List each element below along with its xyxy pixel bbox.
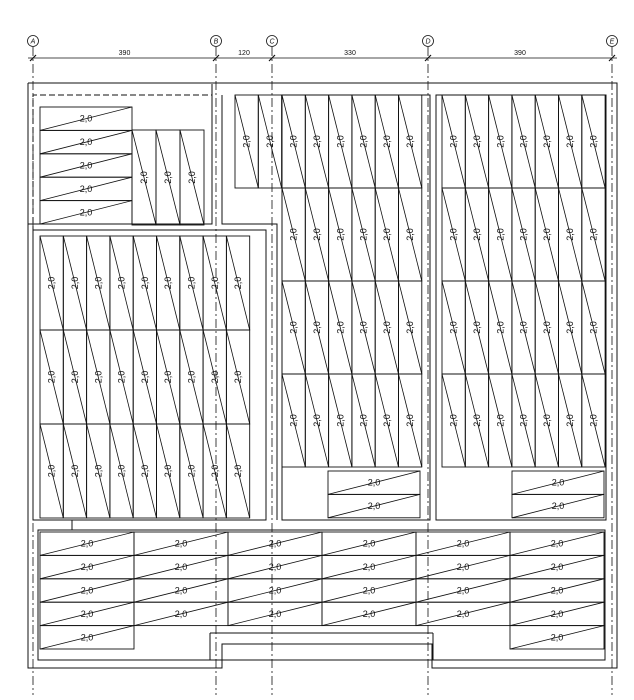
panel bbox=[228, 532, 322, 555]
panel-label: 2,0 bbox=[163, 276, 174, 290]
bottom-zone-outline bbox=[38, 530, 605, 660]
panel bbox=[282, 95, 305, 188]
panel bbox=[322, 532, 416, 555]
panel bbox=[40, 107, 132, 130]
panel-label: 2,0 bbox=[79, 160, 93, 171]
panel-label: 2,0 bbox=[163, 370, 174, 384]
panel-label: 2,0 bbox=[264, 135, 275, 148]
panel-label: 2,0 bbox=[186, 276, 197, 290]
panel-label: 2,0 bbox=[93, 464, 104, 478]
panel-label: 2,0 bbox=[588, 321, 599, 334]
panel-label: 2,0 bbox=[335, 135, 346, 148]
axis-label: B bbox=[213, 38, 219, 46]
panel-label: 2,0 bbox=[381, 228, 392, 241]
panel bbox=[352, 281, 375, 374]
panel bbox=[559, 281, 582, 374]
panel-label: 2,0 bbox=[550, 585, 564, 596]
panel-label: 2,0 bbox=[518, 414, 529, 427]
panel-label: 2,0 bbox=[174, 538, 188, 549]
panel-label: 2,0 bbox=[588, 228, 599, 241]
panel-label: 2,0 bbox=[471, 228, 482, 241]
panel-label: 2,0 bbox=[79, 137, 93, 148]
panel bbox=[40, 579, 134, 602]
panel bbox=[329, 374, 352, 467]
panel-label: 2,0 bbox=[46, 276, 57, 290]
panel-label: 2,0 bbox=[80, 562, 94, 573]
panel-label: 2,0 bbox=[209, 464, 220, 478]
panel bbox=[465, 95, 488, 188]
panel bbox=[203, 330, 226, 424]
panel-label: 2,0 bbox=[79, 207, 93, 218]
panel bbox=[375, 374, 398, 467]
panel-label: 2,0 bbox=[565, 135, 576, 148]
panel bbox=[442, 374, 465, 467]
panel bbox=[559, 188, 582, 281]
panel bbox=[235, 95, 258, 188]
panel-label: 2,0 bbox=[335, 228, 346, 241]
panel bbox=[40, 177, 132, 200]
panel-label: 2,0 bbox=[288, 414, 299, 427]
panel bbox=[559, 374, 582, 467]
panel bbox=[63, 330, 86, 424]
panel bbox=[63, 236, 86, 330]
panel bbox=[228, 555, 322, 578]
panel-label: 2,0 bbox=[46, 464, 57, 478]
panel-label: 2,0 bbox=[358, 321, 369, 334]
panel-label: 2,0 bbox=[268, 585, 282, 596]
panel bbox=[442, 281, 465, 374]
panel bbox=[535, 95, 558, 188]
panel-label: 2,0 bbox=[362, 562, 376, 573]
panel-label: 2,0 bbox=[550, 538, 564, 549]
panel-label: 2,0 bbox=[405, 228, 416, 241]
panel bbox=[322, 579, 416, 602]
panel-label: 2,0 bbox=[358, 228, 369, 241]
panel-label: 2,0 bbox=[518, 135, 529, 148]
panel bbox=[40, 555, 134, 578]
panel bbox=[328, 471, 420, 494]
panel bbox=[203, 424, 226, 518]
panel-label: 2,0 bbox=[79, 183, 93, 194]
panel-label: 2,0 bbox=[46, 370, 57, 384]
panel bbox=[416, 555, 510, 578]
panel-label: 2,0 bbox=[311, 321, 322, 334]
right-room-outline bbox=[436, 95, 606, 520]
panel-label: 2,0 bbox=[79, 113, 93, 124]
dimension-value: 390 bbox=[118, 50, 131, 57]
panel bbox=[512, 494, 604, 517]
panel bbox=[352, 95, 375, 188]
panel bbox=[442, 188, 465, 281]
axis-label: E bbox=[609, 38, 615, 46]
panel-label: 2,0 bbox=[405, 414, 416, 427]
panel-label: 2,0 bbox=[80, 538, 94, 549]
panel-label: 2,0 bbox=[456, 562, 470, 573]
panel-label: 2,0 bbox=[495, 135, 506, 148]
panel bbox=[512, 471, 604, 494]
panel bbox=[87, 424, 110, 518]
panel-label: 2,0 bbox=[448, 228, 459, 241]
panel-label: 2,0 bbox=[335, 414, 346, 427]
panel bbox=[110, 236, 133, 330]
panel bbox=[510, 555, 604, 578]
panel-label: 2,0 bbox=[69, 370, 80, 384]
panel bbox=[226, 424, 249, 518]
panel-label: 2,0 bbox=[495, 414, 506, 427]
panel bbox=[87, 236, 110, 330]
panel bbox=[305, 281, 328, 374]
panel bbox=[203, 236, 226, 330]
panel-label: 2,0 bbox=[471, 414, 482, 427]
panel-label: 2,0 bbox=[93, 370, 104, 384]
panel-label: 2,0 bbox=[448, 321, 459, 334]
panel bbox=[133, 330, 156, 424]
panel bbox=[489, 374, 512, 467]
panel-label: 2,0 bbox=[311, 135, 322, 148]
panel-label: 2,0 bbox=[69, 464, 80, 478]
panel-label: 2,0 bbox=[268, 538, 282, 549]
panel-label: 2,0 bbox=[139, 464, 150, 478]
panel bbox=[328, 494, 420, 517]
panel-label: 2,0 bbox=[80, 632, 94, 643]
panel bbox=[352, 188, 375, 281]
panel bbox=[510, 532, 604, 555]
panel bbox=[329, 188, 352, 281]
panel bbox=[512, 188, 535, 281]
panel-label: 2,0 bbox=[139, 276, 150, 290]
panel-label: 2,0 bbox=[288, 228, 299, 241]
axis-label: C bbox=[269, 38, 275, 46]
panel bbox=[226, 236, 249, 330]
panel bbox=[133, 424, 156, 518]
panel bbox=[134, 602, 228, 625]
panel bbox=[40, 154, 132, 177]
panel bbox=[133, 236, 156, 330]
panel bbox=[322, 602, 416, 625]
panel bbox=[156, 130, 180, 225]
panel-label: 2,0 bbox=[551, 477, 565, 488]
panel bbox=[399, 281, 422, 374]
panel-label: 2,0 bbox=[174, 585, 188, 596]
panel bbox=[512, 374, 535, 467]
panel-label: 2,0 bbox=[541, 414, 552, 427]
panel bbox=[282, 374, 305, 467]
panel-label: 2,0 bbox=[358, 414, 369, 427]
panel-label: 2,0 bbox=[209, 370, 220, 384]
panel bbox=[399, 95, 422, 188]
panel bbox=[40, 236, 63, 330]
panel bbox=[489, 95, 512, 188]
panel bbox=[510, 626, 604, 649]
panel-label: 2,0 bbox=[362, 608, 376, 619]
panel bbox=[180, 130, 204, 225]
panel-label: 2,0 bbox=[448, 414, 459, 427]
panel bbox=[375, 281, 398, 374]
panel bbox=[489, 188, 512, 281]
panel bbox=[40, 130, 132, 153]
panel bbox=[352, 374, 375, 467]
panel bbox=[582, 281, 605, 374]
panel-label: 2,0 bbox=[565, 321, 576, 334]
panel-label: 2,0 bbox=[456, 585, 470, 596]
panel bbox=[40, 532, 134, 555]
panel bbox=[110, 330, 133, 424]
panel bbox=[228, 579, 322, 602]
panel bbox=[582, 188, 605, 281]
panel bbox=[226, 330, 249, 424]
panel bbox=[282, 188, 305, 281]
dimension-value: 120 bbox=[238, 50, 250, 57]
mid-room-outline bbox=[282, 95, 430, 520]
panel bbox=[510, 602, 604, 625]
panel-label: 2,0 bbox=[268, 608, 282, 619]
panel-label: 2,0 bbox=[565, 414, 576, 427]
panel bbox=[40, 602, 134, 625]
panel bbox=[512, 281, 535, 374]
panel-label: 2,0 bbox=[471, 321, 482, 334]
panel bbox=[134, 555, 228, 578]
panel bbox=[465, 188, 488, 281]
panel-label: 2,0 bbox=[209, 276, 220, 290]
panel-label: 2,0 bbox=[541, 228, 552, 241]
panel-label: 2,0 bbox=[551, 501, 565, 512]
panel bbox=[132, 130, 156, 225]
panel bbox=[40, 424, 63, 518]
panel bbox=[489, 281, 512, 374]
panel-label: 2,0 bbox=[550, 562, 564, 573]
panel-label: 2,0 bbox=[495, 228, 506, 241]
panel-label: 2,0 bbox=[93, 276, 104, 290]
panel bbox=[180, 236, 203, 330]
panel bbox=[180, 424, 203, 518]
panel-label: 2,0 bbox=[311, 414, 322, 427]
panel bbox=[305, 374, 328, 467]
panel-label: 2,0 bbox=[268, 562, 282, 573]
panel bbox=[535, 188, 558, 281]
panel bbox=[322, 555, 416, 578]
panel-label: 2,0 bbox=[541, 135, 552, 148]
panel-label: 2,0 bbox=[233, 370, 244, 384]
panel-label: 2,0 bbox=[335, 321, 346, 334]
panel-label: 2,0 bbox=[233, 464, 244, 478]
panel bbox=[465, 281, 488, 374]
panel-label: 2,0 bbox=[550, 632, 564, 643]
panel-label: 2,0 bbox=[588, 414, 599, 427]
dimension-line bbox=[28, 50, 617, 61]
panel bbox=[510, 579, 604, 602]
dimension-value: 390 bbox=[514, 50, 526, 57]
dimension-value: 330 bbox=[344, 50, 356, 57]
panel bbox=[63, 424, 86, 518]
panel bbox=[416, 579, 510, 602]
panel-label: 2,0 bbox=[405, 321, 416, 334]
panel bbox=[305, 188, 328, 281]
panel-label: 2,0 bbox=[116, 276, 127, 290]
panel bbox=[465, 374, 488, 467]
panel-label: 2,0 bbox=[456, 538, 470, 549]
panel-label: 2,0 bbox=[367, 477, 381, 488]
panel-label: 2,0 bbox=[186, 464, 197, 478]
panel bbox=[582, 374, 605, 467]
panel-label: 2,0 bbox=[80, 608, 94, 619]
panel-label: 2,0 bbox=[518, 321, 529, 334]
panel bbox=[157, 236, 180, 330]
panel bbox=[329, 281, 352, 374]
panel-label: 2,0 bbox=[588, 135, 599, 148]
panel-label: 2,0 bbox=[405, 135, 416, 148]
panel-label: 2,0 bbox=[174, 562, 188, 573]
panel-label: 2,0 bbox=[139, 171, 149, 184]
panel bbox=[512, 95, 535, 188]
panel-label: 2,0 bbox=[116, 370, 127, 384]
panel-layout bbox=[40, 95, 605, 649]
panel bbox=[559, 95, 582, 188]
panel bbox=[134, 579, 228, 602]
panel-label: 2,0 bbox=[163, 464, 174, 478]
panel bbox=[110, 424, 133, 518]
panel-label: 2,0 bbox=[311, 228, 322, 241]
panel-label: 2,0 bbox=[381, 321, 392, 334]
panel-label: 2,0 bbox=[471, 135, 482, 148]
panel-label: 2,0 bbox=[116, 464, 127, 478]
panel bbox=[305, 95, 328, 188]
panel bbox=[535, 281, 558, 374]
panel-label: 2,0 bbox=[367, 501, 381, 512]
panel bbox=[416, 602, 510, 625]
panel-label: 2,0 bbox=[288, 135, 299, 148]
panel bbox=[258, 95, 281, 188]
panel-label: 2,0 bbox=[163, 171, 173, 184]
panel bbox=[399, 374, 422, 467]
panel-label: 2,0 bbox=[80, 585, 94, 596]
panel-label: 2,0 bbox=[565, 228, 576, 241]
panel-label: 2,0 bbox=[518, 228, 529, 241]
panel bbox=[535, 374, 558, 467]
panel bbox=[375, 188, 398, 281]
axis-label: A bbox=[30, 38, 36, 46]
panel-label: 2,0 bbox=[448, 135, 459, 148]
panel bbox=[87, 330, 110, 424]
panel-label: 2,0 bbox=[381, 414, 392, 427]
panel bbox=[282, 281, 305, 374]
panel bbox=[157, 330, 180, 424]
axis-label: D bbox=[425, 38, 431, 46]
panel-label: 2,0 bbox=[186, 370, 197, 384]
panel bbox=[157, 424, 180, 518]
dashed-outline bbox=[33, 95, 212, 520]
panel-label: 2,0 bbox=[358, 135, 369, 148]
panel-label: 2,0 bbox=[456, 608, 470, 619]
panel bbox=[416, 532, 510, 555]
panel bbox=[40, 626, 134, 649]
panel-label: 2,0 bbox=[288, 321, 299, 334]
panel bbox=[375, 95, 398, 188]
panel-label: 2,0 bbox=[139, 370, 150, 384]
panel-label: 2,0 bbox=[381, 135, 392, 148]
panel bbox=[442, 95, 465, 188]
panel bbox=[228, 602, 322, 625]
panel-label: 2,0 bbox=[495, 321, 506, 334]
panel bbox=[40, 330, 63, 424]
panel-label: 2,0 bbox=[233, 276, 244, 290]
panel-label: 2,0 bbox=[174, 608, 188, 619]
panel-label: 2,0 bbox=[550, 608, 564, 619]
panel-label: 2,0 bbox=[69, 276, 80, 290]
panel-label: 2,0 bbox=[362, 585, 376, 596]
panel-label: 2,0 bbox=[187, 171, 197, 184]
panel bbox=[399, 188, 422, 281]
panel-label: 2,0 bbox=[541, 321, 552, 334]
panel bbox=[40, 201, 132, 224]
panel bbox=[134, 532, 228, 555]
panel-label: 2,0 bbox=[241, 135, 252, 148]
panel-label: 2,0 bbox=[362, 538, 376, 549]
panel bbox=[329, 95, 352, 188]
panel bbox=[582, 95, 605, 188]
panel bbox=[180, 330, 203, 424]
